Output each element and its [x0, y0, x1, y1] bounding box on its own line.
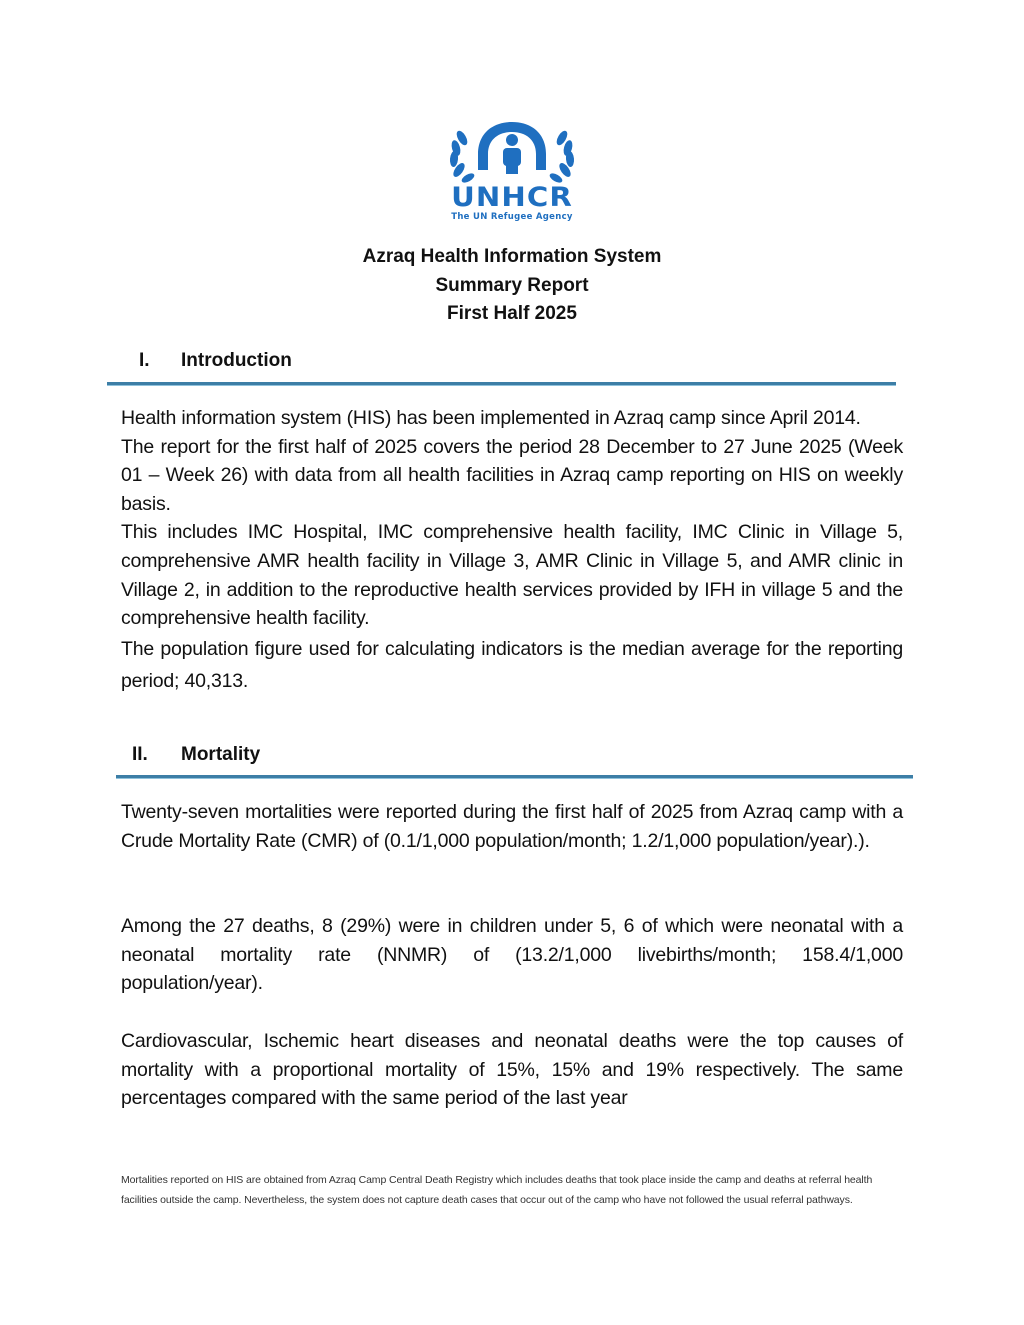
section-divider — [116, 775, 913, 779]
title-line-3: First Half 2025 — [447, 303, 577, 324]
paragraph: This includes IMC Hospital, IMC comprehensive health facility, IMC Clinic in Village 5, comprehensive AMR health facility in Village 3, AMR Clinic in Village 5, and AMR clinic in Village 2, in addition to the reproductive health services provided by IFH in village 5 and the comprehensive health facility. — [121, 521, 903, 630]
logo-tagline: The UN Refugee Agency — [451, 212, 573, 222]
footnote: Mortalities reported on HIS are obtained from Azraq Camp Central Death Registry which includes deaths that took place inside the camp and deaths at referral health facilities outside the camp. Nevertheless, the system does not capture death cases that occur out of the camp who have not followed the usual referral pathways. — [121, 1174, 873, 1206]
unhcr-emblem-icon — [432, 118, 592, 186]
paragraph: The report for the first half of 2025 covers the period 28 December to 27 June 2025 (Week 01 – Week 26) with data from all health facilities in Azraq camp reporting on HIS on weekly basis. — [121, 435, 903, 515]
mortality-paragraph-2: Among the 27 deaths, 8 (29%) were in children under 5, 6 of which were neonatal with a neonatal mortality rate (NNMR) of (13.2/1,000 livebirths/month; 158.4/1,000 population/year). — [121, 915, 903, 995]
mortality-paragraph-3: Cardiovascular, Ischemic heart diseases and neonatal deaths were the top causes of mortality with a proportional mortality of 15%, 15% and 19% respectively. The same percentages compared with the same period of the last year — [121, 1030, 903, 1110]
introduction-body — [121, 404, 903, 697]
section-number: II. — [132, 744, 148, 765]
section-number: I. — [139, 350, 150, 371]
title-line-2: Summary Report — [435, 274, 589, 296]
section-divider — [107, 382, 896, 386]
report-title — [0, 243, 1024, 329]
mortality-paragraph-1: Twenty-seven mortalities were reported during the first half of 2025 from Azraq camp with a Crude Mortality Rate (CMR) of (0.1/1,000 population/month; 1.2/1,000 population/year).). — [121, 801, 903, 852]
paragraph: The population figure used for calculating indicators is the median average for the reporting period; 40,313. — [121, 637, 903, 692]
unhcr-logo — [432, 118, 592, 222]
section-title: Mortality — [181, 744, 261, 765]
paragraph: Health information system (HIS) has been implemented in Azraq camp since April 2014. — [121, 407, 861, 429]
title-line-1: Azraq Health Information System — [362, 246, 662, 267]
logo-wordmark: UNHCR — [451, 182, 573, 213]
section-title: Introduction — [181, 350, 292, 371]
